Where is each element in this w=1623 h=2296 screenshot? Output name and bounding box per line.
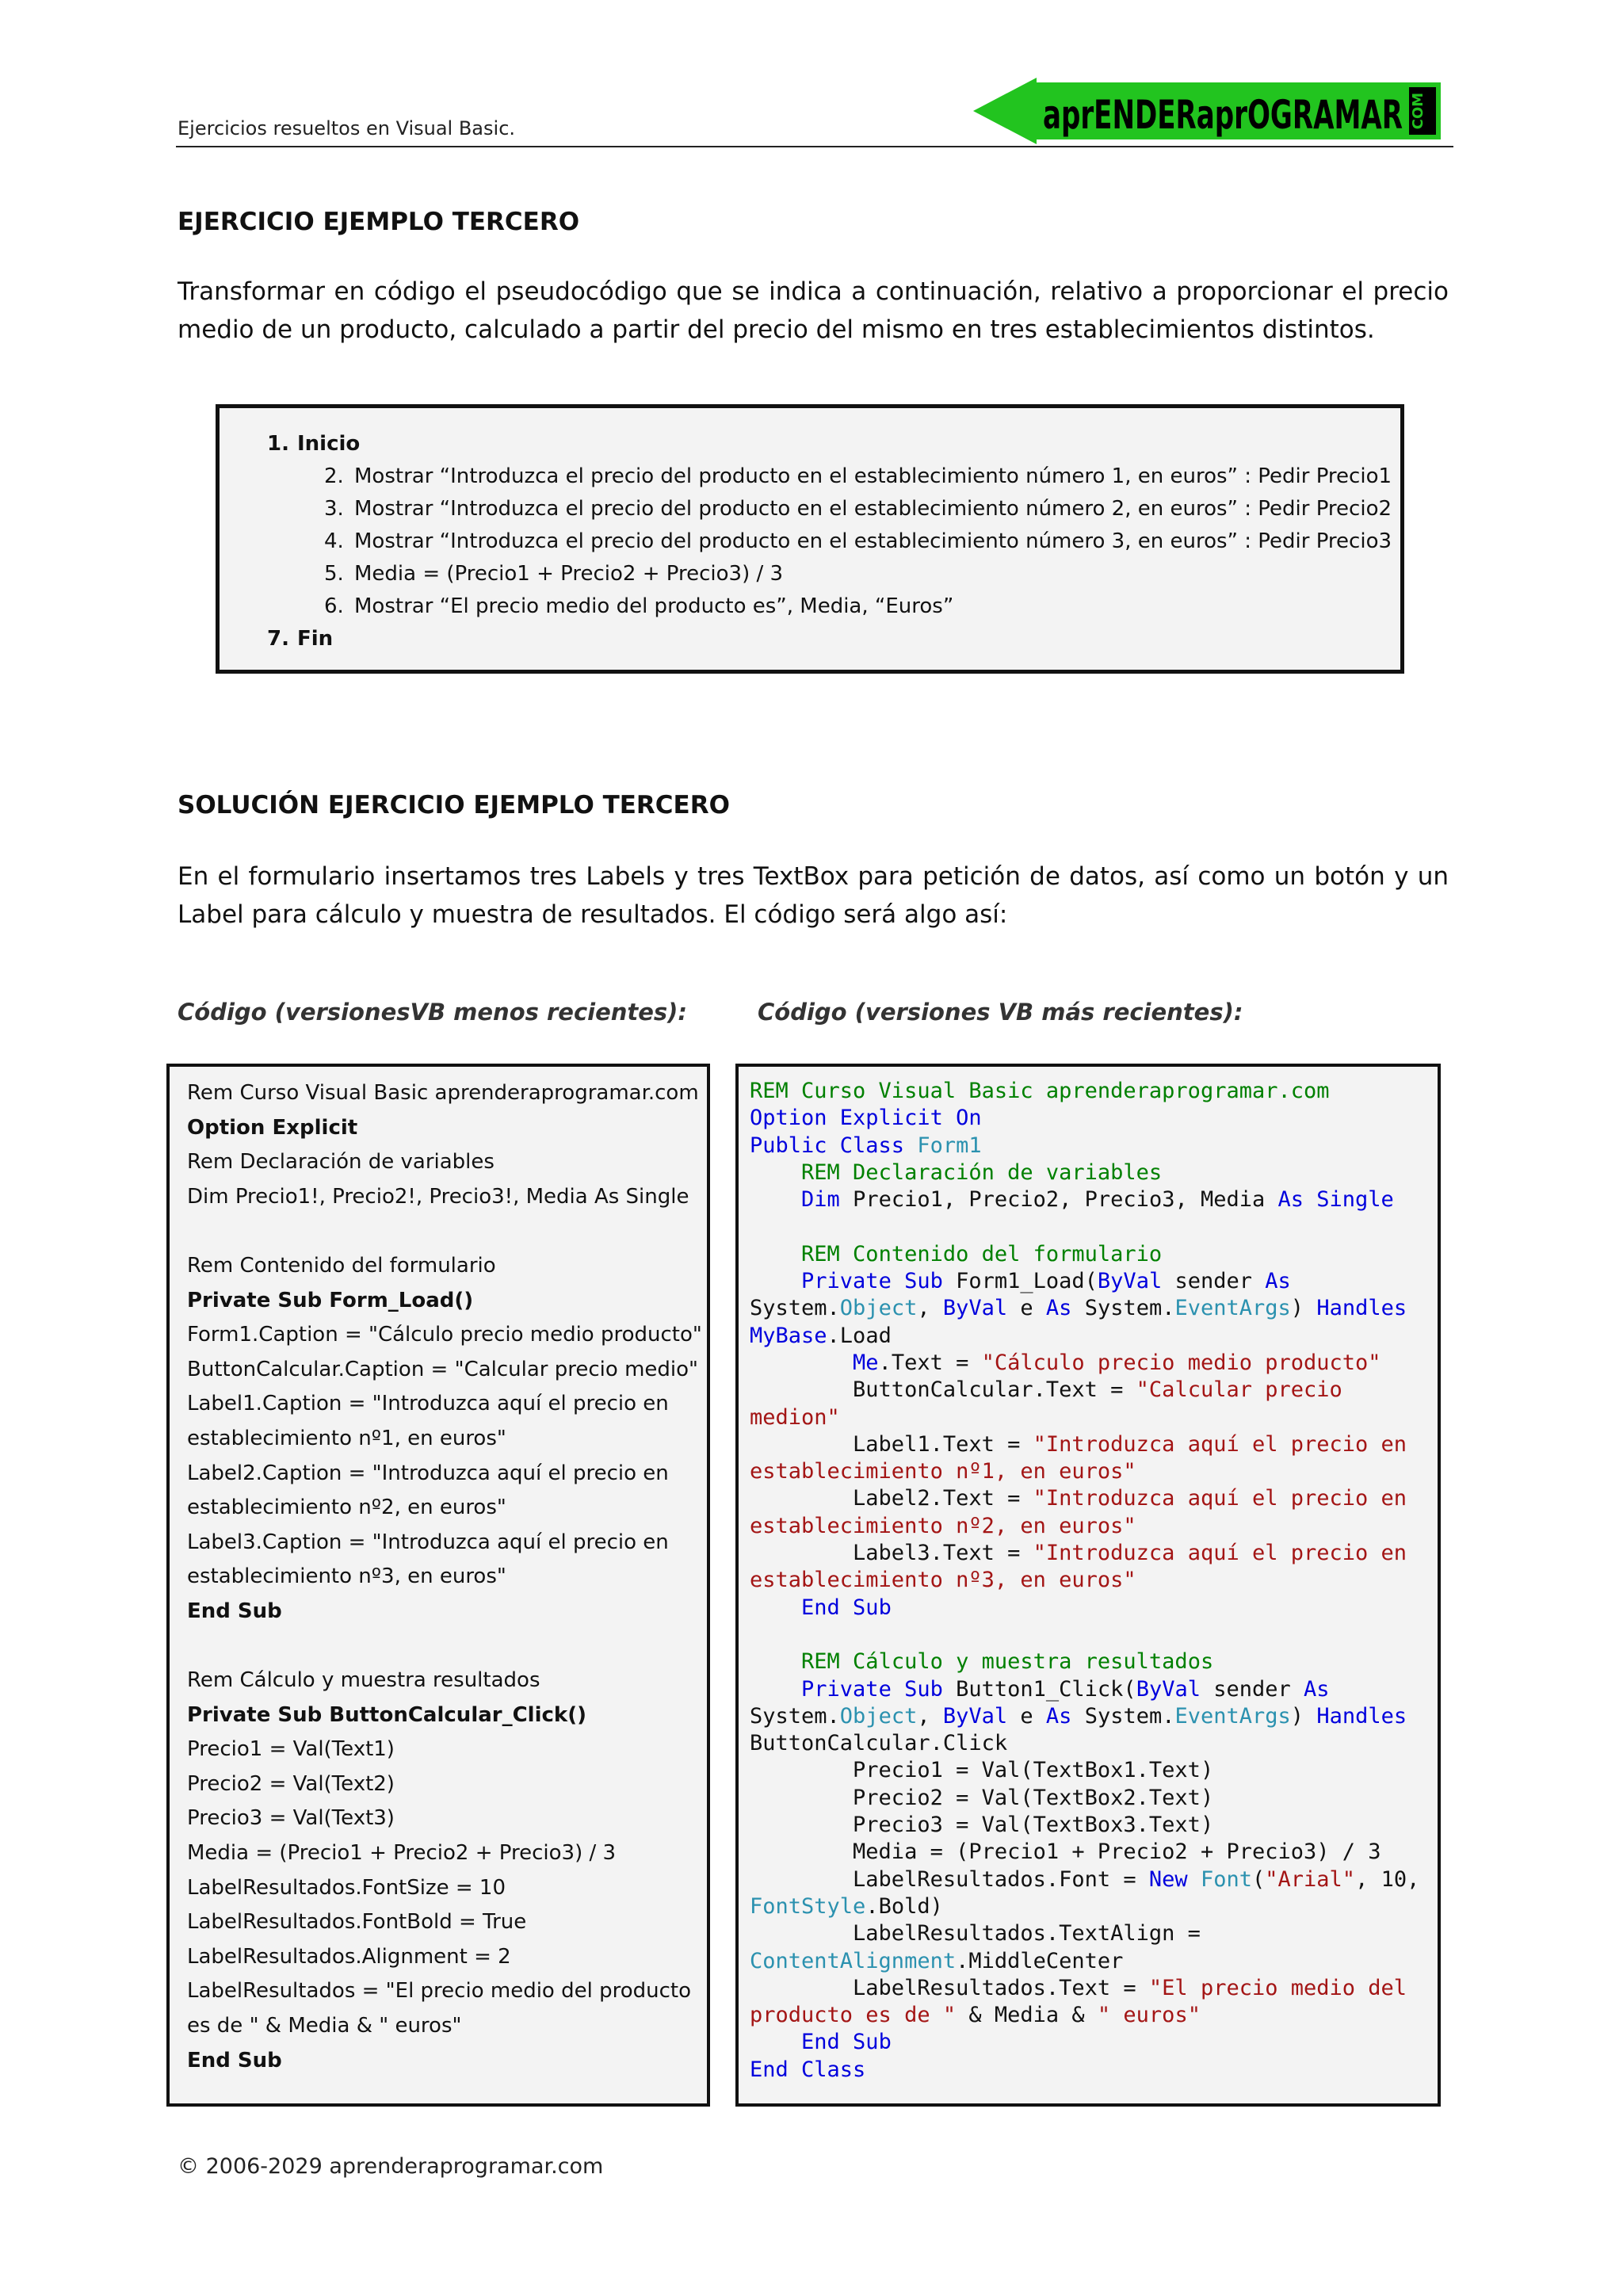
step-number: 5. bbox=[324, 562, 344, 586]
code-token: , bbox=[917, 1296, 943, 1321]
code-token bbox=[750, 2030, 801, 2054]
code-token: Form1 bbox=[917, 1133, 982, 1158]
new-code-listing bbox=[750, 1078, 1419, 2084]
code-line: Private Sub Form_Load() bbox=[187, 1288, 474, 1312]
code-line: Dim Precio1!, Precio2!, Precio3!, Media As Single bbox=[187, 1184, 689, 1209]
code-token: End Sub bbox=[801, 2030, 892, 2055]
code-line: Media = (Precio1 + Precio2 + Precio3) / 3 bbox=[187, 1841, 617, 1866]
code-token: As Single bbox=[1277, 1187, 1394, 1213]
code-token: "Cálculo precio medio producto" bbox=[981, 1350, 1381, 1375]
code-line bbox=[750, 1458, 1419, 1485]
code-token: Precio1 = Val(TextBox1.Text) bbox=[750, 1758, 1214, 1783]
code-line bbox=[750, 1757, 1419, 1784]
code-token: .Bold) bbox=[865, 1893, 943, 1919]
code-token: .Text = bbox=[878, 1350, 982, 1375]
code-line bbox=[750, 1812, 1419, 1839]
step-number: 1. bbox=[267, 432, 289, 456]
code-token bbox=[750, 1160, 801, 1185]
code-token: System. bbox=[750, 1703, 840, 1729]
old-code-caption: Código (versionesVB menos recientes): bbox=[178, 999, 688, 1026]
code-token: establecimiento nº2, en euros" bbox=[750, 1513, 1136, 1538]
code-token: establecimiento nº3, en euros" bbox=[750, 1568, 1136, 1593]
code-token: ) bbox=[1290, 1296, 1317, 1321]
pseudocode-step bbox=[324, 497, 1392, 521]
pseudocode-step bbox=[324, 562, 783, 586]
code-token: LabelResultados.Font = bbox=[750, 1866, 1149, 1892]
pseudocode-step bbox=[324, 529, 1392, 553]
code-token: & Media & bbox=[956, 2003, 1098, 2028]
step-number: 3. bbox=[324, 497, 344, 521]
code-line bbox=[750, 1159, 1419, 1186]
code-token: System. bbox=[1071, 1703, 1175, 1729]
code-line bbox=[750, 1241, 1419, 1268]
code-token: REM Declaración de variables bbox=[801, 1159, 1163, 1185]
code-token: Option Explicit On bbox=[750, 1106, 982, 1131]
code-token: establecimiento nº1, en euros" bbox=[750, 1459, 1136, 1484]
code-line bbox=[750, 1268, 1419, 1295]
code-line bbox=[750, 1485, 1419, 1512]
code-token: , 10, bbox=[1355, 1866, 1420, 1892]
code-line bbox=[750, 1648, 1419, 1675]
new-code-caption: Código (versiones VB más recientes): bbox=[758, 999, 1243, 1026]
step-number: 2. bbox=[324, 464, 344, 488]
code-token: REM Contenido del formulario bbox=[801, 1241, 1163, 1266]
code-line bbox=[750, 1893, 1419, 1920]
code-token: As bbox=[1265, 1269, 1291, 1294]
code-line bbox=[750, 1948, 1419, 1975]
code-line: Precio1 = Val(Text1) bbox=[187, 1737, 395, 1762]
code-token: Font bbox=[1200, 1866, 1252, 1892]
code-token: "Introduzca aquí el precio en bbox=[1033, 1486, 1407, 1511]
code-line bbox=[187, 1629, 702, 1664]
code-line bbox=[750, 1323, 1419, 1350]
code-token: "Introduzca aquí el precio en bbox=[1033, 1541, 1407, 1566]
code-line: LabelResultados.FontSize = 10 bbox=[187, 1875, 506, 1900]
code-token: End Sub bbox=[801, 1595, 892, 1620]
code-token: sender bbox=[1200, 1676, 1304, 1702]
code-line: End Sub bbox=[187, 2048, 282, 2073]
code-token bbox=[1188, 1867, 1201, 1892]
code-line: Precio3 = Val(Text3) bbox=[187, 1806, 395, 1831]
code-token: Public Class bbox=[750, 1133, 918, 1158]
step-text: Mostrar “Introduzca el precio del producto en el establecimiento número 1, en euros” : Pedir Precio1 bbox=[354, 464, 1392, 488]
code-line bbox=[750, 1920, 1419, 1947]
code-token: LabelResultados.Text = bbox=[750, 1975, 1149, 2000]
code-line: LabelResultados.FontBold = True bbox=[187, 1910, 527, 1935]
code-line: Precio2 = Val(Text2) bbox=[187, 1771, 395, 1796]
step-text: Media = (Precio1 + Precio2 + Precio3) / 3 bbox=[354, 562, 784, 586]
code-line: Rem Contenido del formulario bbox=[187, 1253, 496, 1278]
code-line bbox=[750, 1595, 1419, 1622]
code-line bbox=[750, 1295, 1419, 1322]
code-token: "Calcular precio bbox=[1136, 1377, 1342, 1403]
code-line bbox=[750, 1567, 1419, 1594]
pseudocode-step bbox=[267, 432, 360, 456]
code-token: Precio3 = Val(TextBox3.Text) bbox=[750, 1813, 1214, 1838]
code-token: End Class bbox=[750, 2057, 866, 2082]
code-token: Precio1, Precio2, Precio3, Media bbox=[839, 1187, 1278, 1213]
code-token: ByVal bbox=[1136, 1676, 1201, 1702]
code-line bbox=[750, 1133, 1419, 1159]
code-token: ByVal bbox=[942, 1703, 1008, 1729]
code-token: EventArgs bbox=[1174, 1703, 1291, 1729]
code-token bbox=[750, 1350, 853, 1375]
code-line: LabelResultados.Alignment = 2 bbox=[187, 1944, 511, 1969]
pseudocode-step bbox=[267, 627, 333, 651]
step-text: Inicio bbox=[297, 432, 361, 456]
code-line bbox=[750, 2029, 1419, 2056]
code-token: MyBase bbox=[750, 1323, 827, 1348]
code-token bbox=[750, 1649, 801, 1674]
code-line bbox=[750, 1078, 1419, 1105]
code-token: As bbox=[1045, 1296, 1072, 1321]
code-token: New bbox=[1148, 1866, 1188, 1892]
code-token: sender bbox=[1162, 1269, 1266, 1294]
code-line bbox=[750, 1186, 1419, 1213]
step-text: Mostrar “El precio medio del producto es”, Media, “Euros” bbox=[354, 594, 954, 618]
code-token: REM Cálculo y muestra resultados bbox=[801, 1649, 1214, 1675]
code-token: As bbox=[1304, 1676, 1330, 1702]
step-number: 7. bbox=[267, 627, 289, 651]
code-token: ButtonCalcular.Click bbox=[750, 1731, 1008, 1756]
code-line: Rem Curso Visual Basic aprenderaprogramar.com bbox=[187, 1081, 699, 1105]
exercise-description: Transformar en código el pseudocódigo que se indica a continuación, relativo a proporcionar el precio medio de un producto, calculado a partir del precio del mismo en tres establecimientos distintos. bbox=[178, 277, 1449, 344]
code-token: e bbox=[1007, 1703, 1046, 1729]
logo-suffix: COM bbox=[1410, 92, 1426, 130]
code-token: ContentAlignment bbox=[750, 1948, 957, 1973]
code-token: ButtonCalcular.Text = bbox=[750, 1377, 1136, 1403]
code-token: Precio2 = Val(TextBox2.Text) bbox=[750, 1785, 1214, 1810]
code-line bbox=[750, 1866, 1419, 1893]
code-line: Rem Cálculo y muestra resultados bbox=[187, 1668, 540, 1693]
old-code-listing bbox=[187, 1076, 702, 2078]
pseudocode-step bbox=[324, 464, 1392, 488]
code-line bbox=[750, 1105, 1419, 1132]
code-token bbox=[750, 1677, 801, 1702]
code-line: Label3.Caption = "Introduzca aquí el precio en establecimiento nº3, en euros" bbox=[187, 1530, 676, 1589]
code-token: Me bbox=[853, 1350, 879, 1375]
code-line: Option Explicit bbox=[187, 1115, 358, 1140]
code-token: Private Sub bbox=[801, 1676, 943, 1702]
code-line bbox=[750, 1213, 1419, 1240]
code-token: ByVal bbox=[942, 1296, 1008, 1321]
code-token bbox=[750, 1595, 801, 1620]
code-line: ButtonCalcular.Caption = "Calcular precio medio" bbox=[187, 1357, 698, 1381]
code-token bbox=[750, 1242, 801, 1266]
code-token: "El precio medio del bbox=[1148, 1975, 1407, 2000]
code-line bbox=[750, 1730, 1419, 1757]
code-line bbox=[750, 1540, 1419, 1567]
code-line: Label2.Caption = "Introduzca aquí el precio en establecimiento nº2, en euros" bbox=[187, 1461, 676, 1520]
code-line bbox=[750, 1975, 1419, 2002]
code-line bbox=[750, 1404, 1419, 1431]
code-token: producto es de " bbox=[750, 2003, 957, 2028]
code-token: Button1_Click( bbox=[942, 1676, 1136, 1702]
code-token: Label3.Text = bbox=[750, 1541, 1033, 1566]
new-code-box bbox=[735, 1064, 1441, 2107]
pseudocode-step bbox=[324, 594, 953, 618]
code-token: Handles bbox=[1316, 1296, 1407, 1321]
step-number: 6. bbox=[324, 594, 344, 618]
code-line: Private Sub ButtonCalcular_Click() bbox=[187, 1702, 586, 1727]
code-line: Label1.Caption = "Introduzca aquí el precio en establecimiento nº1, en euros" bbox=[187, 1392, 676, 1450]
code-token: Object bbox=[839, 1296, 918, 1321]
code-token: FontStyle bbox=[750, 1893, 866, 1919]
code-token: Label2.Text = bbox=[750, 1486, 1033, 1511]
code-token: Media = (Precio1 + Precio2 + Precio3) / 3 bbox=[750, 1839, 1381, 1865]
code-token: As bbox=[1045, 1703, 1072, 1729]
code-token: , bbox=[917, 1703, 943, 1729]
code-line: Rem Declaración de variables bbox=[187, 1150, 495, 1175]
code-token: EventArgs bbox=[1174, 1296, 1291, 1321]
code-token: medion" bbox=[750, 1404, 840, 1430]
code-line bbox=[750, 1622, 1419, 1648]
code-token: " euros" bbox=[1097, 2003, 1201, 2028]
code-line bbox=[750, 1703, 1419, 1730]
code-token: Form1_Load( bbox=[942, 1269, 1098, 1294]
code-token: System. bbox=[1071, 1296, 1175, 1321]
code-token: Object bbox=[839, 1703, 918, 1729]
code-line bbox=[750, 1839, 1419, 1866]
header-divider bbox=[176, 146, 1453, 147]
logo-wordmark: aprENDERaprOGRAMAR bbox=[1043, 92, 1403, 138]
code-line bbox=[750, 2057, 1419, 2084]
step-text: Mostrar “Introduzca el precio del producto en el establecimiento número 2, en euros” : Pedir Precio2 bbox=[354, 497, 1392, 521]
code-line bbox=[750, 1431, 1419, 1458]
code-token: .MiddleCenter bbox=[956, 1948, 1124, 1973]
site-logo bbox=[973, 78, 1441, 144]
code-line bbox=[750, 1676, 1419, 1703]
code-token: Private Sub bbox=[801, 1269, 943, 1294]
code-line bbox=[750, 1513, 1419, 1540]
code-line bbox=[750, 2002, 1419, 2029]
header-title: Ejercicios resueltos en Visual Basic. bbox=[178, 117, 516, 139]
code-token: ByVal bbox=[1097, 1269, 1163, 1294]
step-text: Mostrar “Introduzca el precio del producto en el establecimiento número 3, en euros” : Pedir Precio3 bbox=[354, 529, 1392, 553]
code-line bbox=[750, 1785, 1419, 1812]
code-token: ( bbox=[1252, 1866, 1266, 1892]
solution-heading: SOLUCIÓN EJERCICIO EJEMPLO TERCERO bbox=[178, 791, 730, 819]
pseudocode-box bbox=[216, 404, 1404, 674]
solution-description: En el formulario insertamos tres Labels y tres TextBox para petición de datos, así como un botón y un Label para cálculo y muestra de resultados. El código será algo así: bbox=[178, 862, 1449, 929]
step-number: 4. bbox=[324, 529, 344, 553]
code-token: Handles bbox=[1316, 1703, 1407, 1729]
code-token: Dim bbox=[801, 1187, 840, 1213]
code-token: REM Curso Visual Basic aprenderaprogramar.com bbox=[750, 1079, 1330, 1103]
code-line: Form1.Caption = "Cálculo precio medio producto" bbox=[187, 1323, 702, 1347]
code-line bbox=[750, 1350, 1419, 1377]
exercise-heading: EJERCICIO EJEMPLO TERCERO bbox=[178, 208, 580, 236]
code-token: e bbox=[1007, 1296, 1046, 1321]
code-line: LabelResultados = "El precio medio del producto es de " & Media & " euros" bbox=[187, 1979, 698, 2038]
code-line bbox=[750, 1377, 1419, 1404]
code-token: "Introduzca aquí el precio en bbox=[1033, 1431, 1407, 1457]
code-token: System. bbox=[750, 1296, 840, 1321]
code-line: End Sub bbox=[187, 1599, 282, 1623]
code-token bbox=[750, 1269, 801, 1293]
code-token: Label1.Text = bbox=[750, 1431, 1033, 1457]
footer-copyright: © 2006-2029 aprenderaprogramar.com bbox=[178, 2154, 604, 2179]
step-text: Fin bbox=[297, 627, 334, 651]
code-token: "Arial" bbox=[1265, 1866, 1356, 1892]
code-token: .Load bbox=[827, 1323, 892, 1348]
code-token: ) bbox=[1290, 1703, 1317, 1729]
old-code-box bbox=[166, 1064, 710, 2107]
code-token: LabelResultados.TextAlign = bbox=[750, 1921, 1201, 1946]
code-line bbox=[187, 1214, 702, 1249]
code-token bbox=[750, 1187, 801, 1212]
